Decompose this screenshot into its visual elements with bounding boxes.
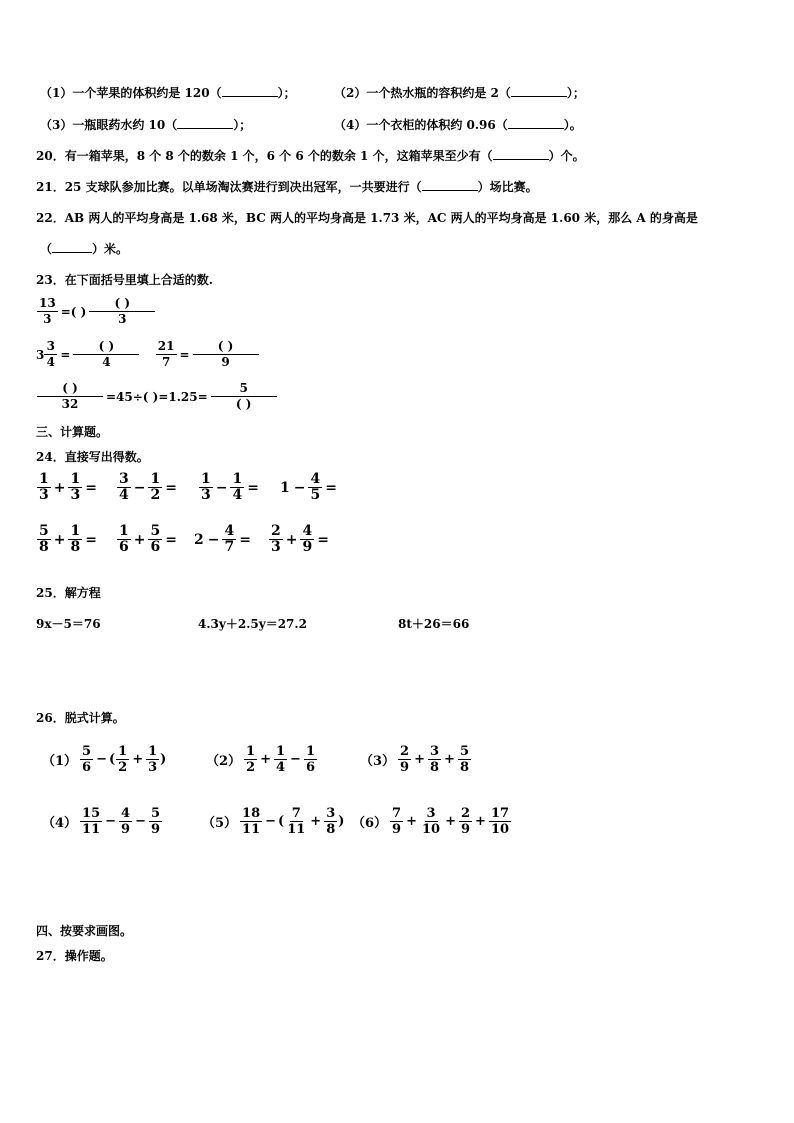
denominator: 3 (39, 487, 49, 503)
q19-item-3-text: （3）一瓶眼药水约 10（ (40, 118, 178, 132)
numerator-blank[interactable]: ( ) (193, 339, 259, 355)
denominator: 2 (150, 487, 161, 503)
numerator: 15 (82, 806, 101, 821)
numerator-blank[interactable]: ( ) (89, 296, 155, 312)
q19-item-4-end: ）。 (563, 118, 582, 132)
answer-blank[interactable] (222, 86, 278, 97)
operator: − (290, 752, 301, 767)
q19-item-4-text: （4）一个衣柜的体积约 0.96（ (334, 118, 508, 132)
q23-row-1 (36, 296, 156, 327)
equals: = (60, 347, 71, 362)
denominator: 9 (392, 822, 402, 837)
operator: − (133, 479, 146, 496)
q19-item-3 (40, 116, 251, 133)
numerator: 13 (39, 296, 56, 310)
operator: − (96, 752, 107, 767)
numerator: 5 (150, 523, 161, 539)
question-21-end: ）场比赛。 (477, 180, 538, 194)
question-23-title: 23．在下面括号里填上合适的数. (36, 273, 213, 287)
numerator: 2 (461, 806, 471, 821)
right-paren: ) (160, 752, 167, 767)
numerator-blank[interactable]: ( ) (73, 339, 139, 355)
q24-expr-2-4 (268, 524, 331, 555)
numerator: 1 (118, 744, 128, 759)
operator: + (133, 531, 146, 548)
equals: = (325, 479, 337, 496)
operator: + (310, 814, 322, 829)
denominator: 10 (422, 822, 441, 837)
equals: = (317, 531, 329, 548)
question-24-title: 24．直接写出得数。 (36, 450, 149, 464)
numerator: 5 (39, 523, 49, 539)
denominator: 3 (148, 760, 158, 775)
numerator: 1 (148, 744, 158, 759)
q19-item-2-text: （2）一个热水瓶的容积约是 2（ (334, 86, 511, 100)
denominator: 6 (150, 539, 161, 555)
denominator: 8 (326, 822, 336, 837)
right-paren: ) (338, 814, 345, 829)
denominator: 2 (118, 760, 128, 775)
question-20-text: 20．有一箱苹果，8 个 8 个的数余 1 个，6 个 6 个的数余 1 个，这箱苹果至少有（ (36, 149, 493, 163)
denominator-blank[interactable]: ( ) (235, 397, 252, 411)
denominator: 4 (119, 487, 129, 503)
question-22-line-2 (40, 240, 128, 257)
numerator-blank[interactable]: ( ) (37, 381, 103, 397)
answer-blank[interactable] (508, 118, 564, 129)
item-label: （5） (202, 816, 238, 831)
q26-expr-4 (40, 806, 163, 837)
numerator: 1 (70, 523, 81, 539)
denominator: 4 (276, 760, 286, 775)
question-21-text: 21．25 支球队参加比赛。以单场淘汰赛进行到决出冠军，一共要进行（ (36, 180, 422, 194)
numerator: 1 (246, 744, 256, 759)
numerator: 5 (82, 744, 92, 759)
equals: = (165, 531, 177, 548)
fraction (37, 296, 58, 327)
operator: − (105, 814, 117, 829)
denominator: 4 (46, 355, 56, 369)
denominator: 8 (430, 760, 440, 775)
numerator: 1 (276, 744, 286, 759)
numerator: 3 (44, 339, 57, 355)
equation-3: 8t＋26＝66 (398, 617, 470, 631)
denominator: 6 (82, 760, 92, 775)
denominator: 4 (232, 487, 243, 503)
numerator: 17 (490, 806, 510, 821)
answer-blank[interactable] (422, 180, 478, 191)
question-22-open: （ (40, 242, 53, 256)
numerator: 7 (291, 806, 301, 821)
fraction[interactable] (37, 381, 103, 412)
left-paren: ( (109, 752, 116, 767)
denominator: 2 (246, 760, 256, 775)
answer-blank[interactable] (511, 86, 567, 97)
fraction[interactable] (193, 339, 259, 370)
equation-1: 9x－5＝76 (36, 617, 101, 631)
operator: + (406, 814, 417, 829)
denominator: 7 (161, 355, 171, 369)
q24-expr-2-3 (192, 524, 253, 555)
numerator: 3 (326, 806, 336, 821)
section-4-heading: 四、按要求画图。 (36, 924, 133, 938)
equals: = (165, 479, 177, 496)
denominator: 4 (102, 355, 111, 369)
numerator: 18 (242, 806, 261, 821)
q24-expr-2-1 (36, 524, 99, 555)
numerator: 5 (459, 744, 469, 759)
operator: − (293, 479, 306, 496)
equals: = (239, 531, 251, 548)
section-3-heading: 三、计算题。 (36, 425, 109, 439)
denominator: 8 (39, 539, 49, 555)
denominator: 6 (119, 539, 129, 555)
q24-expr-1-1 (36, 472, 99, 503)
question-22-end: ）米。 (92, 242, 129, 256)
operator: − (135, 814, 146, 829)
question-25-title: 25．解方程 (36, 586, 101, 600)
equation-chain[interactable]: =45÷( )=1.25= (106, 389, 208, 404)
q19-item-2-end: ）； (566, 86, 585, 100)
q26-expr-3 (358, 744, 472, 775)
denominator: 10 (490, 822, 510, 837)
numerator: 4 (121, 806, 131, 821)
q19-item-4 (334, 116, 582, 133)
fraction (44, 339, 57, 370)
denominator: 3 (201, 487, 211, 503)
denominator: 3 (271, 539, 281, 555)
numerator: 4 (224, 523, 235, 539)
equals-blank[interactable]: =( ) (60, 304, 87, 319)
denominator: 5 (310, 487, 321, 503)
item-label: （6） (352, 816, 388, 831)
numerator: 1 (232, 471, 243, 487)
fraction[interactable] (73, 339, 139, 370)
denominator: 3 (43, 312, 52, 326)
q19-item-1-text: （1）一个苹果的体积约是 120（ (40, 86, 222, 100)
answer-blank[interactable] (493, 149, 549, 160)
fraction[interactable] (211, 381, 277, 412)
q23-row-2 (36, 339, 260, 370)
q26-expr-2 (204, 744, 318, 775)
question-20 (36, 147, 585, 164)
numerator: 1 (305, 744, 315, 759)
equals: = (85, 479, 97, 496)
operator: + (285, 531, 298, 548)
operator: + (414, 752, 425, 767)
denominator: 9 (461, 822, 471, 837)
denominator: 11 (242, 822, 261, 837)
numerator: 3 (119, 471, 129, 487)
equation-2: 4.3y＋2.5y＝27.2 (198, 617, 307, 631)
numerator: 1 (70, 471, 81, 487)
item-label: （2） (206, 754, 242, 769)
q19-item-1-end: ）； (277, 86, 296, 100)
numerator: 2 (400, 744, 410, 759)
denominator: 9 (302, 539, 313, 555)
question-27: 27．操作题。 (36, 949, 113, 963)
denominator: 32 (61, 397, 79, 411)
q24-expr-1-2 (116, 472, 179, 503)
q26-expr-1 (40, 744, 166, 775)
q19-item-1 (40, 84, 296, 101)
q23-row-3 (36, 381, 278, 412)
denominator: 3 (118, 312, 127, 326)
denominator: 9 (221, 355, 230, 369)
operator: + (132, 752, 144, 767)
q19-item-3-end: ）； (233, 118, 252, 132)
denominator: 8 (70, 539, 81, 555)
operator: − (207, 531, 220, 548)
numerator: 3 (426, 806, 436, 821)
denominator: 6 (305, 760, 315, 775)
answer-blank[interactable] (177, 118, 233, 129)
numerator: 4 (302, 523, 313, 539)
denominator: 9 (400, 760, 410, 775)
answer-blank[interactable] (52, 242, 92, 253)
question-20-end: ）个。 (548, 149, 585, 163)
q24-expr-1-4 (278, 472, 339, 503)
denominator: 8 (459, 760, 469, 775)
numerator: 1 (201, 471, 211, 487)
whole-number: 3 (36, 347, 45, 362)
numerator: 7 (392, 806, 402, 821)
item-label: （3） (360, 754, 396, 769)
operator: + (53, 479, 66, 496)
denominator: 9 (151, 822, 161, 837)
fraction[interactable] (89, 296, 155, 327)
numerator: 3 (430, 744, 440, 759)
operator: + (445, 814, 456, 829)
equals: = (179, 347, 190, 362)
numerator: 1 (39, 471, 49, 487)
numerator: 5 (151, 806, 161, 821)
numerator: 21 (157, 339, 175, 353)
operator: + (260, 752, 271, 767)
question-22-line-1: 22．AB 两人的平均身高是 1.68 米，BC 两人的平均身高是 1.73 米，AC 两人的平均身高是 1.60 米，那么 A 的身高是 (36, 211, 698, 225)
operator: − (265, 814, 277, 829)
whole-number: 2 (194, 531, 204, 548)
q19-item-2 (334, 84, 585, 101)
q26-expr-5 (200, 806, 344, 837)
q26-expr-6 (350, 806, 512, 837)
left-paren: ( (278, 814, 285, 829)
operator: + (444, 752, 455, 767)
item-label: （1） (42, 754, 78, 769)
numerator: 5 (211, 381, 277, 397)
denominator: 9 (121, 822, 131, 837)
operator: + (53, 531, 66, 548)
equals: = (247, 479, 259, 496)
denominator: 3 (70, 487, 81, 503)
fraction (156, 339, 177, 370)
denominator: 11 (287, 822, 306, 837)
item-label: （4） (42, 816, 78, 831)
q24-expr-1-3 (198, 472, 261, 503)
numerator: 2 (271, 523, 281, 539)
numerator: 4 (310, 471, 321, 487)
numerator: 1 (150, 471, 161, 487)
numerator: 1 (119, 523, 129, 539)
question-26-title: 26．脱式计算。 (36, 711, 125, 725)
denominator: 11 (82, 822, 101, 837)
equals: = (85, 531, 97, 548)
question-21 (36, 178, 538, 195)
q24-expr-2-2 (116, 524, 179, 555)
denominator: 7 (224, 539, 235, 555)
operator: + (475, 814, 486, 829)
whole-number: 1 (280, 479, 290, 496)
operator: − (215, 479, 228, 496)
